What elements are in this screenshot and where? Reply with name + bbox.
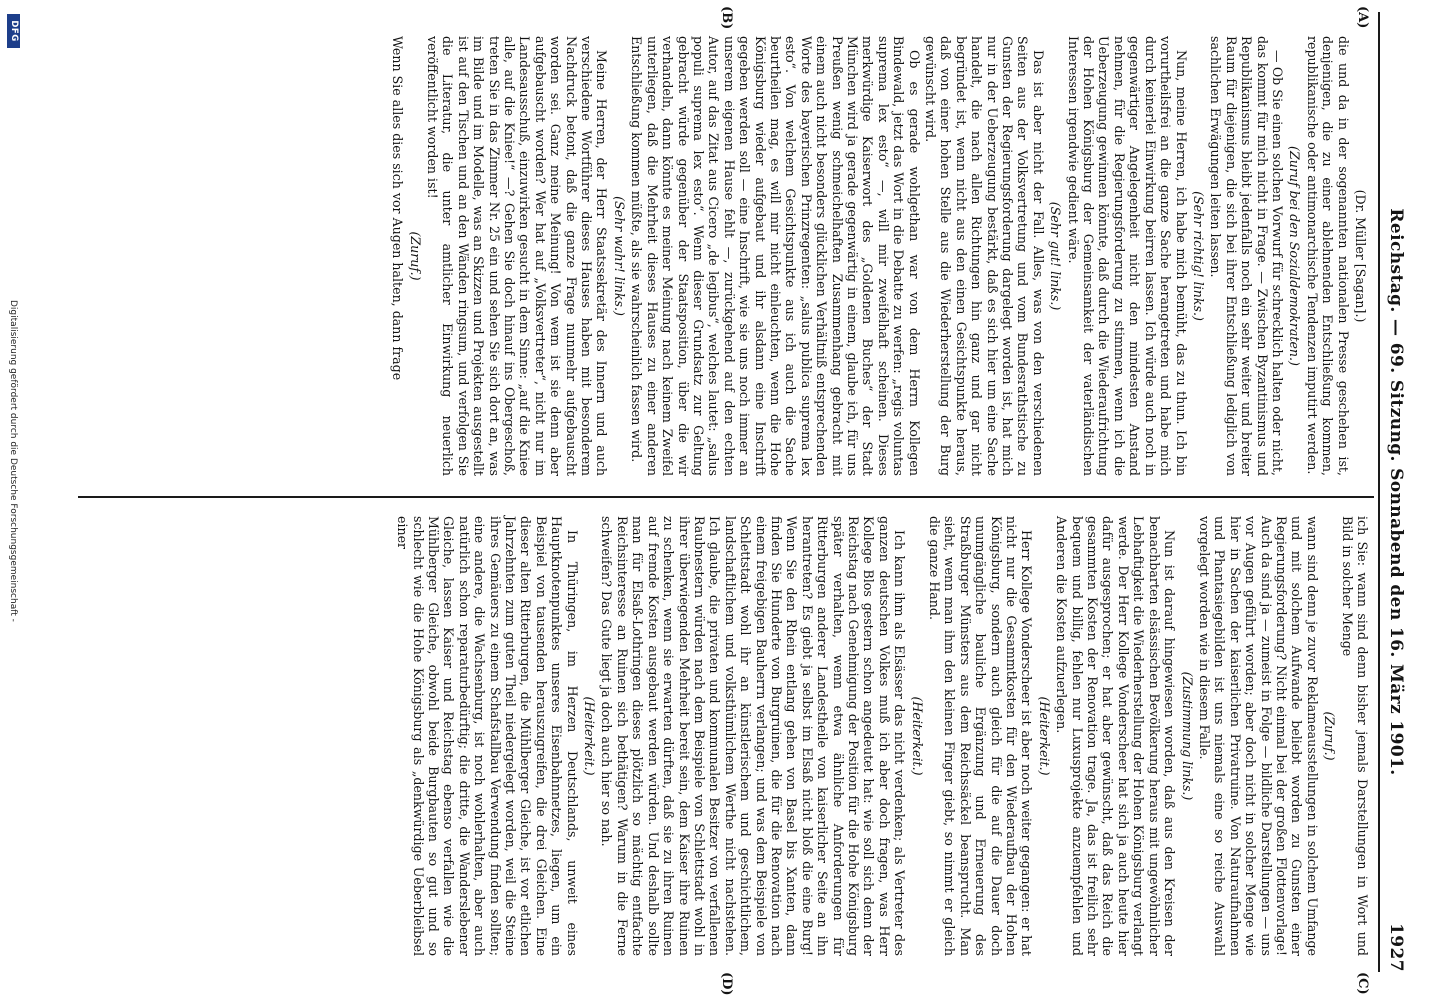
paragraph: In Thüringen, im Herzen Deutschlands, unweit eines Hauptknotenpunktes unseres Eisenbahnnetzes, liegen, um ein Beispiel von tausenden herauszugreifen, die drei Gleichen. Eine dieser alten Ritterburgen, die Mühlberger Gleiche, ist vor etlichen Jahrzehnten zum guten Theil niedergelegt worden, weil die Steine ihres Gemäuers zu einem Schafstallbau Verwendung finden sollten; eine andere, die Wachsenburg, ist noch wohlerhalten, aber auch natürlich schon reparaturbedürftig; die dritte, die Wanderslebener Gleiche, lassen Kaiser und Reichstag ebenso verfallen wie die Mühlberger Gleiche, obwohl beide Burgbauten so gut und so schlecht wie die Hohe Königsburg als „denkwürdige Ueberbleibsel einer <box>395 516 580 956</box>
column-divider <box>78 496 1374 498</box>
stage-direction: (Sehr gut! links.) <box>1048 201 1064 311</box>
paragraph: Nun ist darauf hingewiesen worden, daß aus den Kreisen der benachbarten elsässischen Bevölkerung heraus mit ungewöhnlicher Lebhaftigkeit die Wiederherstellung der Hohen Königsburg verlangt werde. Der Herr Kollege Vonderscheer hat sich ja auch heute hier dafür ausgesprochen; er hat aber gewünscht, daß das Reich die gesammten Kosten der Renovation trage. Ja, das ist freilich sehr bequem und billig, fehlen nur Luxusprojekte anzuempfehlen und Anderen die Kosten aufzuerlegen. <box>1054 516 1178 956</box>
paragraph: Ich kann ihm als Elsässer das nicht verdenken; als Vertreter des ganzen deutschen Volkes muß ich aber doch fragen, was Herr Kollege Blos gestern schon angedeutet hat: wie soll sich denn der Reichstag nach Genehmigung der Position für die Hohe Königsburg später verhalten, wenn etwa ähnliche Anforderungen für Ritterburgen anderer Landestheile von kaiserlicher Seite an ihn herantreten? Es giebt ja selbst im Elsaß nicht bloß die eine Burg! Wenn Sie den Rhein entlang gehen von Basel bis Xanten, dann finden Sie Hunderte von Burgruinen, die für die Renovation nach einem freigebigen Bauherrn verlangen; und was dem Beispiele von Schlettstadt wohl ihr an künstlerischem und geschichtlichem, landschaftlichem und volksthümlichem Werthe nicht nachstehen. Ich glaube, die privaten und kommunalen Besitzer von verfallenen Raubnestern würden nach dem Beispiele von Schlettstadt wohl in ihrer überwiegenden Mehrheit bereit sein, dem Kaiser ihre Ruinen zu schenken, wenn sie erwarten dürften, daß sie zu ihren Ruinen auf fremde Kosten ausgebaut werden würden. Und deshalb sollte man für Elsaß-Lothringen dieses plötzlich so mächtig entfachte Reichsinteresse an Ruinen sich bethätigen? Warum in die Ferne schweifen? Das Gute liegt ja doch auch hier so nah. <box>599 516 908 956</box>
paragraph: ich Sie: wann sind denn bisher jemals Darstellungen in Wort und Bild in solcher Menge <box>1339 516 1370 956</box>
paragraph: Herr Kollege Vonderscheer ist aber noch weiter gegangen: er hat nicht nur die Gesammtkosten für den Wiederaufbau der Hohen Königsburg, sondern auch gleich für die auf die Dauer doch unumgängliche bauliche Ergänzung und Erneuerung des Straßburger Münsters aus dem Reichssäckel beansprucht. Man sieht, wenn man ihm den kleinen Finger giebt, so nimmt er gleich die ganze Hand. <box>927 516 1035 956</box>
stage-direction: (Heiterkeit.) <box>909 696 925 776</box>
paragraph: Das ist aber nicht der Fall. Alles, was von den verschiedenen Seiten aus der Volksvertretung und vom Bundesrathstische zu Gunsten der Regierungsforderung dargelegt worden ist, hat mich nur in der Ueberzeugung bestärkt, daß es sich hier um eine Sache handelt, die nach allen Richtungen hin ganz und gar nicht begründet ist, wenn nicht aus den einen Gesichtspunkte heraus, daß von einer hohen Stelle aus die Wiederherstellung der Burg gewünscht wird. <box>923 36 1046 476</box>
footer-strip <box>2 0 24 1000</box>
margin-mark-c: (C) <box>1355 972 1370 995</box>
stage-direction: (Sehr wahr! links.) <box>611 196 627 316</box>
stage-direction: (Zustimmung links.) <box>1179 671 1195 801</box>
footer-credit: Digitalisierung gefördert durch die Deutsche Forschungsgemeinschaft - <box>8 300 18 622</box>
right-column <box>394 516 1370 956</box>
header-rule <box>1378 12 1380 972</box>
stage-direction: (Zuruf bei den Sozialdemokraten.) <box>1287 146 1303 366</box>
stage-direction: (Zuruf.) <box>1322 711 1338 761</box>
stage-direction: (Zuruf.) <box>407 231 423 281</box>
margin-mark-b: (B) <box>719 6 734 30</box>
left-column <box>389 36 1370 476</box>
stage-direction: (Heiterkeit.) <box>582 696 598 776</box>
stage-direction: (Sehr richtig! links.) <box>1190 191 1206 321</box>
stage-direction: (Heiterkeit.) <box>1036 696 1052 776</box>
dfg-logo: DFG <box>7 14 20 48</box>
speaker-label: (Dr. Müller [Sagan].) <box>1353 189 1368 323</box>
margin-mark-d: (D) <box>719 972 734 996</box>
paragraph: — Ob Sie einen solchen Vorwurf für schrecklich halten oder nicht, das kommt für mich nicht in Frage. — Zwischen Byzantinismus und Republikanismus bleibt jedenfalls noch ein sehr weiter und breiter Raum für diejenigen, die sich bei ihrer Entschließung lediglich von sachlichen Erwägungen leiten lassen. <box>1208 36 1285 476</box>
paragraph: Wenn Sie alles dies sich vor Augen halten, dann frage <box>390 36 406 381</box>
paragraph: Nun, meine Herren, ich habe mich bemüht, das zu thun. Ich bin vorurtheilsfrei an die ganze Sache herangetreten und habe mich durch keinerlei Einwirkung beirren lassen. Ich würde auch noch in gegenwärtiger Angelegenheit nicht den mindesten Anstand nehmen, für die Regierungsforderung zu stimmen, wenn ich die Ueberzeugung gewinnen könnte, daß durch die Wiederaufrichtung der Hohen Königsburg der Gemeinsamkeit der vaterländischen Interessen irgendwie gedient wäre. <box>1065 36 1189 476</box>
paragraph: Ob es gerade wohlgethan war von dem Herrn Kollegen Bindewald, jetzt das Wort in die Debatte zu werfen: „regis voluntas suprema lex esto“ —, will mir zweifelhaft scheinen. Dieses merkwürdige Kaiserwort des „Goldenen Buches“ der Stadt München wird ja gerade gegenwärtig in einem, glaube ich, für uns Preußen wenig schmeichelhaften Zusammenhang gebracht mit einem auch nicht besonders glücklichen Verhältniß entsprechenden Worte des bayerischen Prinzregenten: „salus publica suprema lex esto“. Von welchem Gesichtspunkte aus ich auch die Sache beurtheilen mag, es will mir nicht einleuchten, wenn die Hohe Königsburg wieder aufgebaut und ihr alsdann eine Inschrift gegeben werden soll — eine Inschrift, wie sie uns noch immer an unserem eigenen Hause fehlt —, zurückgehend auf den echten Autor, auf das Zitat aus Cicero „de legibus“, welches lautet: „salus populi suprema lex esto“. Wenn dieser Grundsatz zur Geltung gebracht würde gegenüber der Staatsposition, über die wir verhandeln, dann könnte es meiner Meinung nach keinem Zweifel unterliegen, daß die Mehrheit dieses Hauses zu einer anderen Entschließung kommen müßte, als sie wahrscheinlich fassen wird. <box>629 36 922 476</box>
paragraph: wann sind denn je zuvor Reklameausstellungen in solchem Umfange und mit solchem Aufwande beliebt worden zu Gunsten einer Regierungsforderung? Nicht einmal bei der großen Flottenvorlage! Auch da sind ja — zumeist in Folge — bildliche Darstellungen — uns vor Augen geführt worden; aber doch nicht in solcher Menge wie hier in Sachen der kaiserlichen Privatruine. Von Naturaufnahmen und Phantasiegebilden ist uns niemals eine so reiche Auswahl vorgelegt worden wie in diesem Falle. <box>1196 516 1320 956</box>
margin-mark-a: (A) <box>1355 6 1370 29</box>
page-number: 1927 <box>1386 923 1406 972</box>
paragraph: Meine Herren, der Herr Staatssekretär des Innern und auch verschiedene Wortführer dieses Hauses haben mit besonderem Nachdruck betont, daß die ganze Frage nunmehr aufgebauscht worden sei. Ganz meine Meinung! Von wem ist sie denn aber aufgebauscht worden? Wer hat auf „Volksvertreter“, nicht nur im Landesausschuß, einzuwirken gesucht in dem Sinne: „auf die Kniee alle, auf die Kniee!“ —? Gehen Sie doch hinauf ins Obergeschoß, treten Sie in das Zimmer Nr. 25 ein und sehen Sie sich dort an, was im Bilde und im Modelle, was an Skizzen und Projekten ausgestellt ist auf den Tischen und an den Wänden ringsum, und verfolgen Sie die Literatur, die unter amtlicher Einwirkung neuerlich veröffentlicht worden ist! <box>425 36 610 476</box>
page-title: Reichstag. — 69. Sitzung. Sonnabend den 16. März 1901. <box>1386 208 1406 776</box>
paragraph: die und da in der sogenannten nationalen Presse geschehen ist, denjenigen, die zu einer ablehnenden Entschließung kommen, republikanische oder antimonarchische Tendenzen imputirt werden. <box>1304 36 1351 476</box>
page-header <box>1380 12 1410 972</box>
